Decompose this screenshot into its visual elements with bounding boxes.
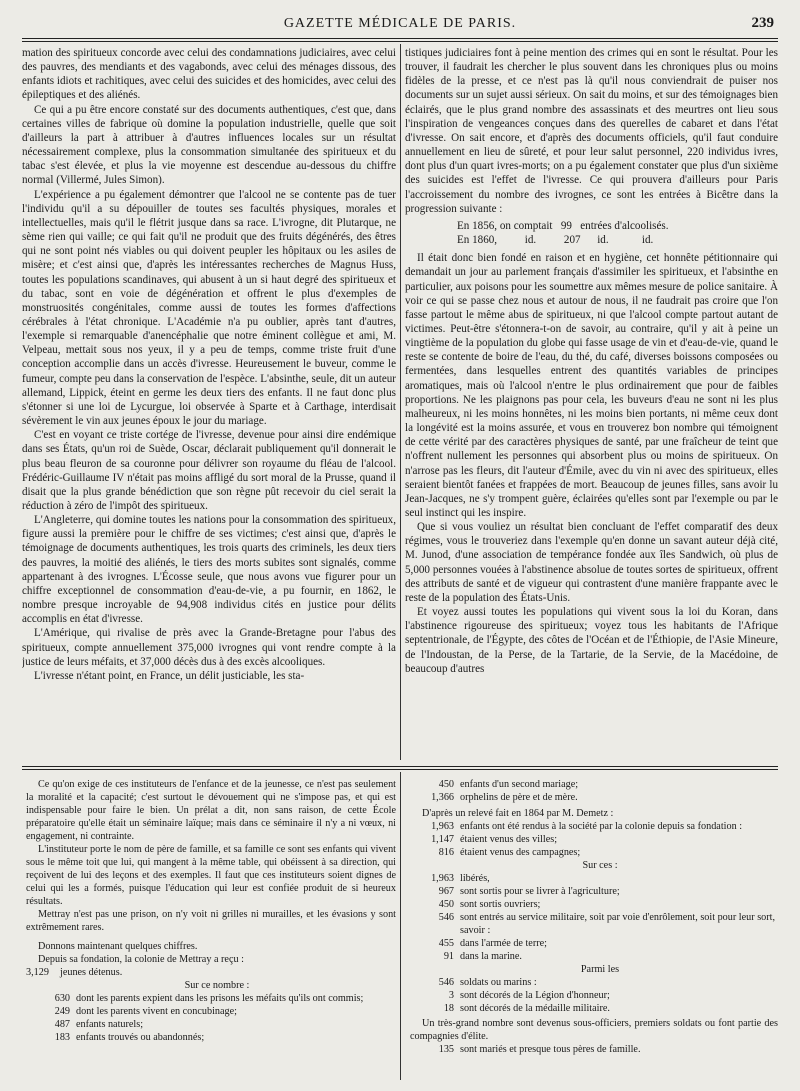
figure-value: 1,963 [431,873,454,884]
figure-value: 1,963 [431,821,454,832]
figure-label: dans la marine. [460,951,522,962]
column-divider-upper [400,44,401,760]
figure-row [410,846,778,859]
figure-label: étaient venus des campagnes; [460,847,581,858]
figure-value: 183 [54,1032,70,1043]
figure-label: sont décorés de la Légion d'honneur; [460,990,610,1001]
header-rule-top [22,38,778,39]
paragraph: Et voyez aussi toutes les populations qui vivent sous la loi du Koran, dans l'abstinence rigoureuse des spiritueux; voyez tous les habitants de l'Afrique septentrionale, de l'Égypte, des côtes de l'Océan et de l'Éthiopie, de l'Asie Mineure, de l'Indoustan, de la Perse, de la Tartarie, de la Servie, de la Macédoine, de beaucoup d'autres [405,606,778,675]
figure-row [26,1031,396,1044]
figure-label: dans l'armée de terre; [460,938,547,949]
paragraph: Un très-grand nombre sont devenus sous-officiers, premiers soldats ou font partie des compagnies d'élite. [410,1018,778,1042]
statistic-line: En 1856, on comptait 99 entrées d'alcoolisés. [457,219,669,232]
paragraph: tistiques judiciaires font à peine mention des crimes qui en sont le résultat. Pour les trouver, il faudrait les chercher le plus souvent dans les chroniques plus ou moins fidèles de la presse, et ce n'est pas là qu'il nous conviendrait de puiser nos documents sur un sujet aussi sérieux. On sait du moins, et sur des témoignages bien éclairés, que le plus grand nombre des assassinats et des meurtres ont lieu sous l'inspiration de vengeances conçues dans des querelles de cabaret et dans l'état d'ivresse. On sait encore, et d'après des documents officiels, qu'il faut conduire annuellement en lieu de sûreté, et pour leur salut personnel, 220 individus ivres, dont plus d'un quart ivres-morts; on a pu également constater que plus d'un sixième des suicides est l'effet de l'ivresse. Ce qui prouvera d'ailleurs pour Paris l'accroissement du nombre des ivrognes, ce sont les entrées à Bicêtre dans la progression suivante : [405,47,778,215]
paragraph: D'après un relevé fait en 1864 par M. Demetz : [422,808,614,819]
figure-value: 487 [54,1019,70,1030]
paragraph: Ce qu'on exige de ces instituteurs de l'enfance et de la jeunesse, ce n'est pas seulement la moralité et la capacité; c'est surtout le dévouement qui ne s'impose pas, et qui est indispensable pour faire le bien. Un prélat a dit, non sans raison, de cette École préparatoire qu'elle était un séminaire laïque; mais dans ce séminaire il n'y a ni vœux, ni engagement, ni contrainte. [26,779,396,842]
subheading: Parmi les [580,964,620,975]
column-divider-lower [400,772,401,1080]
figure-value: 1,147 [431,834,454,845]
figure-row [410,778,778,791]
figure-label: orphelins de père et de mère. [460,792,578,803]
figure-row [26,966,396,979]
figure-row [410,833,778,846]
paragraph: L'expérience a pu également démontrer que l'alcool ne se contente pas de tuer l'individu qu'il a su dépouiller de toutes ses facultés physiques, morales et intellectuelles, mais qu'il le flétrit jusque dans sa race. L'ivrogne, dit Plutarque, ne sème rien qui vaille; ce qui fait qu'il ne produit que des fruits dégénérés, des êtres qui ne sont point nés viables ou qui doivent peupler les hôpitaux ou les asiles de misère; et c'est ainsi que, d'après les intéressantes recherches de Magnus Huss, toutes les populations scandinaves, qui abusent à un si haut degré des spiritueux et du tabac, sont en voie de dégénération et offrent le plus d'exemples de monstruosités congénitales, comme aussi de toutes les formes d'affections cérébrales à l'état chronique. L'Académie n'a pu oublier, après tant d'autres, l'exemple si remarquable d'anencéphalie que notre éminent collègue et ami, M. Velpeau, mettait sous nos yeux, il y a peu de temps, comme triste fruit d'une conception accomplie dans un accès d'ivresse. Heureusement le buveur, comme le fumeur, compte peu dans la conservation de l'espèce. L'absinthe, seule, dit un auteur allemand, Lippick, éteint en germe les deux tiers des enfants. Il ne faut donc plus s'étonner si une loi de Lycurgue, loi observée à Sparte et à Carthage, interdisait sévèrement le vin aux jeunes époux le jour du mariage. [22,188,396,428]
figure-label: enfants ont été rendus à la société par la colonie depuis sa fondation : [460,821,743,832]
figure-row [410,820,778,833]
upper-right-column [405,46,778,758]
figure-label: sont entrés au service militaire, soit par voie d'enrôlement, soit pour leur sort, savoir : [460,912,776,936]
paragraph: L'ivresse n'étant point, en France, un délit justiciable, les sta- [34,669,305,682]
paragraph: L'Angleterre, qui domine toutes les nations pour la consommation des spiritueux, figure aussi la première pour le chiffre de ses victimes; c'est ainsi que, d'après le témoignage de documents authentiques, les trois quarts des criminels, les deux tiers des pauvres, la moitié des aliénés, le tiers des morts subites sont signalés, comme appartenant à des ivrognes. L'Écosse seule, que nous avons vue figurer pour un chiffre exceptionnel de consommation d'eau-de-vie, a pu fournir, en 1862, le nombre presque incroyable de 94,908 individus cités en justice pour délits accomplis en état d'ivresse. [22,514,396,626]
figure-row [410,872,778,885]
figure-value: 450 [438,899,454,910]
page-number: 239 [751,15,774,31]
figure-row [410,885,778,898]
figure-row [26,992,396,1005]
figure-value: 630 [54,993,70,1004]
paragraph: Il était donc bien fondé en raison et en hygiène, cet honnête pétitionnaire qui demandait un jour au parlement français d'assimiler les spiritueux, et l'absinthe en particulier, aux poisons pour les soumettre aux mêmes mesure de police sanitaire. À voir ce qui se passe chez nous et autour de nous, il ne faudrait pas croire que l'on fasse partout le même abus de spiritueux, ni que l'alcool compte partout autant de victimes. Peut-être s'étonnera-t-on de savoir, au contraire, qu'il y ait à peine un vingtième de la population du globe qui fasse usage de vin et d'eau-de-vie, quand le reste se contente de boire de l'eau, du thé, du café, diverses boissons composées ou fermentées, dans lesquelles entrent des quantités variables de principes aromatiques, mais où l'alcool n'entre le plus ordinairement que pour de faibles proportions. Ne les plaignons pas pour cela, les buveurs d'eau ne sont ni les plus malheureux, ni les moins honnêtes, ni les moins bien portants, ni même ceux dont la longévité est la moins assurée, et vous en trouverez bon nombre qui témoignent de cette vérité par des caractères physiques de santé, par une fraîcheur de teint que n'offrent nullement les personnes qui absorbent plus ou moins de spiritueux. On n'arrose pas les fleurs, dit l'auteur d'Émile, avec du vin ni avec des spiritueux, elles seraient bientôt fanées et frappées de mort. Beaucoup de jeunes filles, sans avoir lu Jean-Jacques, ne s'y trompent guère, éclairées qu'elles sont par l'exemple ou par le seul instinct qui les inspire. [405,252,778,519]
paragraph: Ce qui a pu être encore constaté sur des documents authentiques, c'est que, dans certaines villes de fabrique où domine la population industrielle, quelle que soit d'ailleurs la part à attribuer à d'autres influences locales sur un résultat nécessairement complexe, plus la consommation simultanée des spiritueux et du tabac s'est élevée, et plus la vie moyenne est descendue au-dessous du chiffre normal (Villermé, Jules Simon). [22,103,396,187]
paragraph: L'instituteur porte le nom de père de famille, et sa famille ce sont ses enfants qui vivent sous le même toit que lui, qui mangent à la même table, qui obéissent à sa direction, qui reçoivent de lui des leçons et des exemples. Il faut que ces instituteurs soient dignes de celui qui les a formés, puisque l'éducation qui leur est confiée produit de si heureux résultats. [26,844,396,907]
figure-label: libérés, [460,873,490,884]
figure-row [410,898,778,911]
figure-value: 450 [438,779,454,790]
figure-row [410,950,778,963]
figure-label: enfants trouvés ou abandonnés; [76,1032,205,1043]
figure-value: 816 [438,847,454,858]
figure-value: 3,129 [26,967,49,978]
paragraph: L'Amérique, qui rivalise de près avec la Grande-Bretagne pour l'abus des spiritueux, compte annuellement 375,000 ivrognes qui vont rendre compte à la justice de leurs méfaits, et 37,000 décès dus à des excès alcooliques. [22,627,396,668]
paragraph: C'est en voyant ce triste cortége de l'ivresse, devenue pour ainsi dire endémique dans ses États, qu'un roi de Suède, Oscar, déclarait publiquement qu'il donnerait le plus beau fleuron de sa couronne pour délivrer son royaume du fléau de l'alcool. Frédéric-Guillaume IV n'était pas moins affligé du sort moral de la Prusse, quand il disait que la plus grande bénédiction que son règne pût recevoir du ciel serait la réduction à zéro de l'impôt des spiritueux. [22,429,396,512]
paragraph: Que si vous vouliez un résultat bien concluant de l'effet comparatif des deux régimes, vous le trouveriez dans l'exemple qu'en donne un savant auteur déjà cité, M. Junod, d'une association de tempérance fondée aux îles Sandwich, où plus de 5,000 personnes vouées à l'abstinence absolue de toutes sortes de spiritueux, offrent des attributs de santé et de vigueur qui contrastent d'une manière frappante avec le reste de la population des États-Unis. [405,521,778,604]
figure-value: 91 [443,951,454,962]
subheading: Sur ce nombre : [184,980,250,991]
paragraph: Depuis sa fondation, la colonie de Mettray a reçu : [38,954,244,965]
figure-value: 967 [438,886,454,897]
journal-title: GAZETTE MÉDICALE DE PARIS. [283,16,517,31]
figure-label: sont sortis pour se livrer à l'agriculture; [460,886,620,897]
section-rule [22,766,778,767]
paragraph: Mettray n'est pas une prison, on n'y voit ni grilles ni murailles, et les évasions y sont extrêmement rares. [26,909,396,933]
figure-row [26,1018,396,1031]
figure-row [410,937,778,950]
figure-label: soldats ou marins : [460,977,537,988]
figure-value: 18 [443,1003,454,1014]
lower-right-column [410,778,778,1078]
paragraph: Donnons maintenant quelques chiffres. [38,941,198,952]
figure-label: dont les parents vivent en concubinage; [76,1006,237,1017]
figure-row [410,976,778,989]
statistic-line: En 1860, id. 207 id. id. [457,234,654,247]
figure-value: 3 [448,990,454,1001]
header-rule-bottom [22,41,778,42]
figure-value: 249 [54,1006,70,1017]
figure-value: 546 [438,912,454,923]
figure-row [410,1043,778,1056]
figure-label: étaient venus des villes; [460,834,558,845]
figure-label: sont décorés de la médaille militaire. [460,1003,610,1014]
upper-left-column [22,46,396,758]
paragraph: mation des spiritueux concorde avec celui des condamnations judiciaires, avec celui des pauvres, des mendiants et des vagabonds, avec celui des ménages dissous, des enfants idiots et rachitiques, avec celui des suicides et des homicides, avec celui des épileptiques et des aliénés. [22,47,396,102]
figure-label: enfants naturels; [76,1019,144,1030]
figure-label: sont mariés et presque tous pères de famille. [460,1044,641,1055]
figure-label: enfants d'un second mariage; [460,779,579,790]
figure-label: dont les parents expient dans les prisons les méfaits qu'ils ont commis; [76,993,364,1004]
figure-row [410,911,778,937]
figure-row [410,791,778,804]
running-header [22,14,778,36]
subheading: Sur ces : [582,860,618,871]
figure-value: 1,366 [431,792,454,803]
figure-value: 135 [438,1044,454,1055]
lower-left-column [26,778,396,1078]
figure-row [410,1002,778,1015]
figure-value: 546 [438,977,454,988]
figure-value: 455 [438,938,454,949]
figure-row [410,989,778,1002]
figure-label: sont sortis ouvriers; [460,899,541,910]
section-rule-double [22,769,778,770]
figure-label: jeunes détenus. [60,967,123,978]
figure-row [26,1005,396,1018]
